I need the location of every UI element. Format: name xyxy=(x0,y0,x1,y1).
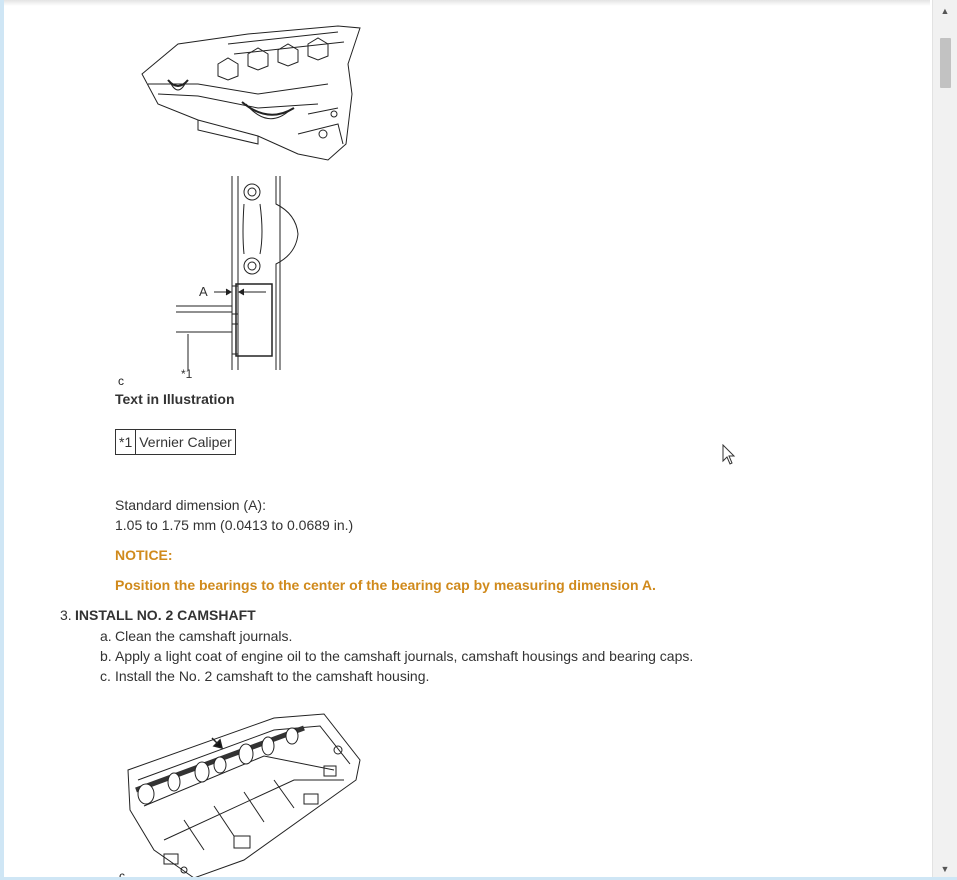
step-title: INSTALL NO. 2 CAMSHAFT xyxy=(75,607,256,623)
vertical-scrollbar[interactable] xyxy=(932,0,957,880)
camshaft-housing-illustration xyxy=(124,710,364,880)
substep-text: Clean the camshaft journals. xyxy=(115,628,293,644)
caliper-ref-label: *1 xyxy=(181,367,193,381)
vernier-caliper-illustration xyxy=(176,174,306,374)
substep-marker: a. xyxy=(100,628,112,644)
illustration-legend-table xyxy=(115,429,236,455)
notice-text: Position the bearings to the center of the bearing cap by measuring dimension A. xyxy=(115,577,656,593)
standard-dimension-label: Standard dimension (A): xyxy=(115,497,266,513)
legend-ref-cell: *1 xyxy=(116,430,136,455)
top-shadow xyxy=(0,0,930,6)
notice-title: NOTICE: xyxy=(115,547,173,563)
scroll-down-arrow-icon[interactable]: ▼ xyxy=(940,864,950,874)
table-row xyxy=(116,430,236,455)
text-in-illustration-heading: Text in Illustration xyxy=(115,391,235,407)
bearing-housing-illustration xyxy=(138,24,364,164)
substep-text: Apply a light coat of engine oil to the camshaft journals, camshaft housings and bearing caps. xyxy=(115,648,694,664)
standard-dimension-value: 1.05 to 1.75 mm (0.0413 to 0.0689 in.) xyxy=(115,517,354,533)
substep-marker: c. xyxy=(100,668,111,684)
mouse-cursor-icon xyxy=(722,444,736,471)
dimension-a-label: A xyxy=(199,284,208,299)
step-number: 3. xyxy=(60,607,72,623)
illustration-code: c xyxy=(118,374,124,388)
scroll-up-arrow-icon[interactable]: ▲ xyxy=(940,6,950,16)
substep-text: Install the No. 2 camshaft to the camshaft housing. xyxy=(115,668,430,684)
illustration-code: c xyxy=(119,869,125,880)
substep-marker: b. xyxy=(100,648,112,664)
scrollbar-thumb[interactable] xyxy=(940,38,951,88)
legend-label-cell: Vernier Caliper xyxy=(136,430,236,455)
